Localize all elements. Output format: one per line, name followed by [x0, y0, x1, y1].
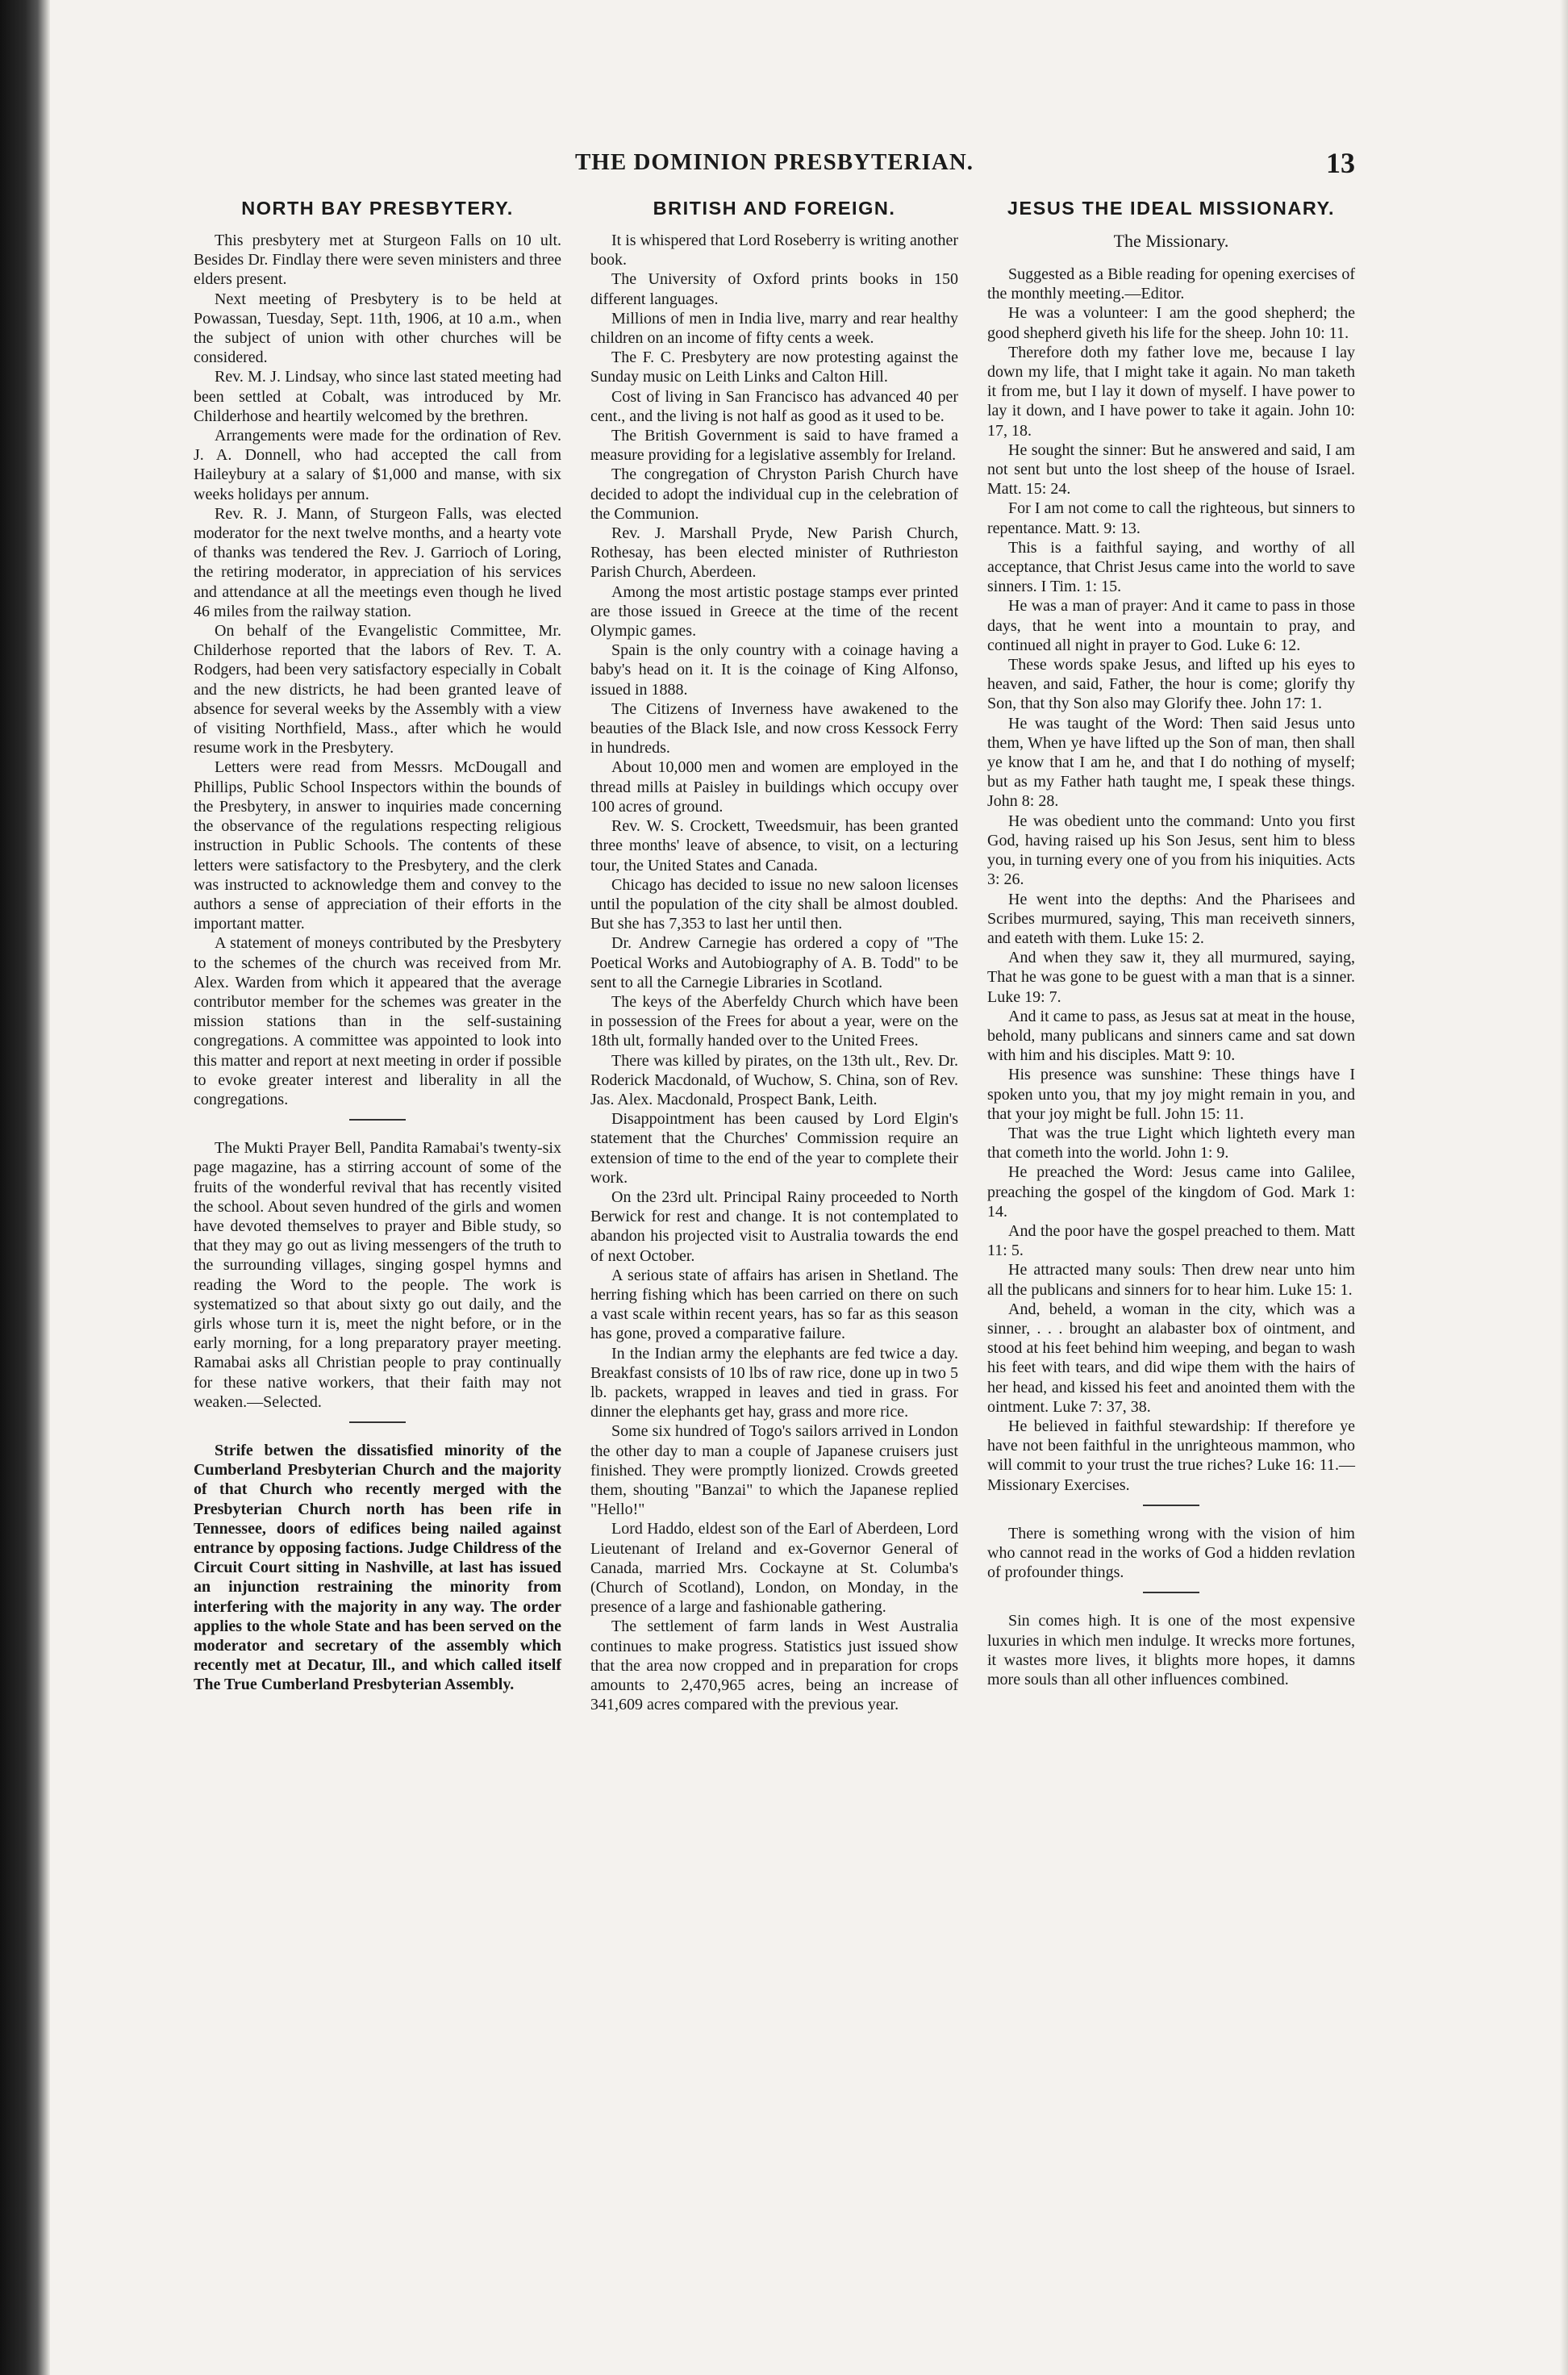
news-item: The Citizens of Inverness have awakened to the beauties of the Black Isle, and now cross Kessock Ferry in hundreds. — [590, 699, 958, 758]
news-item: About 10,000 men and women are employed in the thread mills at Paisley in buildings which occupy over 100 acres of ground. — [590, 758, 958, 816]
news-item: Among the most artistic postage stamps ever printed are those issued in Greece at the time of the recent Olympic games. — [590, 582, 958, 641]
reading-para: He sought the sinner: But he answered and said, I am not sent but unto the lost sheep of the house of Israel. Matt. 15: 24. — [987, 440, 1355, 499]
column-north-bay — [194, 194, 561, 1714]
reading-para: He was a volunteer: I am the good shepherd; the good shepherd giveth his life for the sheep. John 10: 11. — [987, 304, 1355, 342]
news-item: It is whispered that Lord Roseberry is writing another book. — [590, 232, 958, 269]
page-title: THE DOMINION PRESBYTERIAN. — [574, 149, 974, 175]
news-item: In the Indian army the elephants are fed twice a day. Breakfast consists of 10 lbs of raw rice, done up in two 5 lb. packets, wrapped in leaves and tied in grass. For dinner the elephants get hay, grass and more rice. — [590, 1344, 959, 1421]
reading-para: And it came to pass, as Jesus sat at meat in the house, behold, many publicans and sinners came and sat down with him and his disciples. Matt 9: 10. — [987, 1007, 1355, 1065]
news-item: On the 23rd ult. Principal Rainy proceeded to North Berwick for rest and change. It is not contemplated to abandon his projected visit to Australia towards the end of next October. — [590, 1188, 958, 1265]
columns — [194, 194, 1355, 1714]
section-divider — [349, 1421, 406, 1423]
news-item: Rev. J. Marshall Pryde, New Parish Church, Rothesay, has been elected minister of Ruthrieston Parish Church, Aberdeen. — [590, 524, 958, 582]
cumberland-strife-article: Strife betwen the dissatisfied minority of the Cumberland Presbyterian Church and the majority of that Church who recently merged with the Presbyterian Church north has been rife in Tennessee, doors of edifices being nailed against entrance by opposing factions. Judge Childress of the Circuit Court sitting in Nashville, at last has issued an injunction restraining the minority from interfering with the majority in any way. The order applies to the whole State and has been served on the moderator and secretary of the assembly which recently met at Decatur, Ill., and which called itself The True Cumberland Presbyterian Assembly. — [194, 1441, 561, 1694]
reading-para: He believed in faithful stewardship: If therefore ye have not been faithful in the unrighteous mammon, who will commit to your trust the true riches? Luke 16: 11.—Missionary Exercises. — [987, 1417, 1355, 1494]
news-item: The settlement of farm lands in West Australia continues to make progress. Statistics just issued show that the area now cropped and in preparation for crops amounts to 2,470,965 acres, being an increase of 341,609 acres compared with the previous year. — [590, 1617, 958, 1714]
reading-para: And, beheld, a woman in the city, which was a sinner, . . . brought an alabaster box of ointment, and stood at his feet behind him weeping, and began to wash his feet with tears, and did wipe them with the hairs of her head, and kissed his feet and anointed them with the ointment. Luke 7: 37, 38. — [987, 1300, 1355, 1416]
north-bay-para: Arrangements were made for the ordination of Rev. J. A. Donnell, who had accepted the call from Haileybury at a salary of $1,000 and manse, with six weeks holidays per annum. — [194, 427, 561, 503]
reading-para: Suggested as a Bible reading for opening exercises of the monthly meeting.—Editor. — [987, 265, 1355, 303]
news-item: The F. C. Presbytery are now protesting against the Sunday music on Leith Links and Calton Hill. — [590, 349, 958, 386]
news-item: Spain is the only country with a coinage having a baby's head on it. It is the coinage of King Alfonso, issued in 1888. — [590, 641, 958, 699]
reading-para: And when they saw it, they all murmured, saying, That he was gone to be guest with a man that is a sinner. Luke 19: 7. — [987, 949, 1355, 1006]
news-item: The University of Oxford prints books in 150 different languages. — [590, 270, 958, 308]
reading-para: That was the true Light which lighteth every man that cometh into the world. John 1: 9. — [987, 1124, 1355, 1162]
scan-edge-left — [0, 0, 50, 2375]
reading-para: He attracted many souls: Then drew near unto him all the publicans and sinners for to hear him. Luke 15: 1. — [987, 1261, 1355, 1299]
reading-para: These words spake Jesus, and lifted up his eyes to heaven, and said, Father, the hour is come; glorify thy Son, that thy Son also may Glorify thee. John 17: 1. — [987, 656, 1355, 713]
section-divider — [349, 1119, 406, 1121]
north-bay-para: This presbytery met at Sturgeon Falls on 10 ult. Besides Dr. Findlay there were seven ministers and three elders present. — [194, 232, 561, 289]
reading-para: His presence was sunshine: These things have I spoken unto you, that my joy might remain in you, and that your joy might be full. John 15: 11. — [987, 1066, 1355, 1123]
north-bay-para: Rev. M. J. Lindsay, who since last stated meeting had been settled at Cobalt, was introduced by Mr. Childerhose and heartily welcomed by the brethren. — [194, 368, 561, 425]
reading-para: And the poor have the gospel preached to them. Matt 11: 5. — [987, 1221, 1355, 1260]
news-item: A serious state of affairs has arisen in Shetland. The herring fishing which has been carried on there on such a vast scale within recent years, has so far as this season has gone, proved a comparative failure. — [590, 1266, 958, 1343]
column-british-foreign — [590, 194, 958, 1714]
news-item: Some six hundred of Togo's sailors arrived in London the other day to man a couple of Japanese cruisers just finished. They were promptly lionized. Crowds greeted them, shouting "Banzai" to which the Japanese replied "Hello!" — [590, 1422, 958, 1519]
news-item: Dr. Andrew Carnegie has ordered a copy of "The Poetical Works and Autobiography of A. B. Todd" to be sent to all the Carnegie Libraries in Scotland. — [590, 934, 958, 991]
reading-para: He preached the Word: Jesus came into Galilee, preaching the gospel of the kingdom of God. Mark 1: 14. — [987, 1163, 1355, 1221]
something-wrong-item: There is something wrong with the vision of him who cannot read in the works of God a hidden revlation of profounder things. — [987, 1524, 1355, 1582]
north-bay-para: On behalf of the Evangelistic Committee, Mr. Childerhose reported that the labors of Rev. T. A. Rodgers, had been very satisfactory especially in Cobalt and the new districts, he had been granted leave of absence for several weeks by the Assembly with a view of visiting Northfield, Mass., after which he would resume work in the Presbytery. — [194, 622, 561, 758]
newspaper-page — [194, 149, 1355, 1714]
reading-para: He was a man of prayer: And it came to pass in those days, that he went into a mountain to pray, and continued all night in prayer to God. Luke 6: 12. — [987, 597, 1355, 654]
news-item: Chicago has decided to issue no new saloon licenses until the population of the city shall be almost doubled. But she has 7,353 to last her until then. — [590, 875, 958, 933]
reading-para: For I am not come to call the righteous, but sinners to repentance. Matt. 9: 13. — [987, 499, 1355, 537]
reading-para: Therefore doth my father love me, because I lay down my life, that I might take it again. No man taketh it from me, but I lay it down of myself. I have power to lay it down, and I have power to take it again. John 10: 17, 18. — [987, 343, 1355, 440]
news-item: Millions of men in India live, marry and rear healthy children on an income of fifty cents a week. — [590, 309, 958, 348]
scan-edge-right — [1560, 0, 1568, 2375]
news-item: Rev. W. S. Crockett, Tweedsmuir, has been granted three months' leave of absence, to visit, on a lecturing tour, the United States and Canada. — [590, 817, 958, 874]
news-item: The keys of the Aberfeldy Church which have been in possession of the Frees for about a year, were on the 18th ult, formally handed over to the United Frees. — [590, 992, 958, 1050]
mukti-prayer-bell-article: The Mukti Prayer Bell, Pandita Ramabai's twenty-six page magazine, has a stirring account of some of the fruits of the wonderful revival that has recently visited the school. About seven hundred of the girls and women have devoted themselves to prayer and Bible study, so that they may go out as living messengers of the truth to the surrounding villages, singing gospel hymns and reading the Word to the people. The work is systematized so that about sixty go out daily, and the girls whose turn it is, meet the night before, or in the early morning, for a long preparatory prayer meeting. Ramabai asks all Christian people to pray continually for these native workers, that their faith may not weaken.—Selected. — [194, 1139, 561, 1411]
missionary-reading — [987, 265, 1355, 1495]
section-divider — [1143, 1505, 1199, 1506]
sin-comes-high-item: Sin comes high. It is one of the most expensive luxuries in which men indulge. It wrecks more fortunes, it wastes more lives, it blights more hopes, it damns more souls than all other influences combined. — [987, 1612, 1355, 1689]
column-ideal-missionary — [987, 194, 1355, 1714]
north-bay-para: Rev. R. J. Mann, of Sturgeon Falls, was elected moderator for the next twelve months, and a hearty vote of thanks was tendered the Rev. J. Garrioch of Loring, the retiring moderator, in appreciation of his services and attendance at all the meetings even though he lived 46 miles from the railway station. — [194, 504, 561, 620]
reading-para: This is a faithful saying, and worthy of all acceptance, that Christ Jesus came into the world to save sinners. I Tim. 1: 15. — [987, 538, 1355, 596]
north-bay-para: A statement of moneys contributed by the Presbytery to the schemes of the church was received from Mr. Alex. Warden from which it appeared that the average contributor member for the schemes was greater in the mission stations than in the self-sustaining congregations. A committee was appointed to look into this matter and report at next meeting in order if possible to evoke greater interest and liberality in all the congregations. — [194, 934, 561, 1108]
heading-jesus-ideal-missionary: JESUS THE IDEAL MISSIONARY. — [1007, 198, 1336, 219]
news-item: Cost of living in San Francisco has advanced 40 per cent., and the living is not half as good as it used to be. — [590, 387, 958, 425]
reading-para: He was obedient unto the command: Unto you first God, having raised up his Son Jesus, sent him to bless you, in turning every one of you from his iniquities. Acts 3: 26. — [987, 812, 1355, 889]
heading-north-bay-presbytery: NORTH BAY PRESBYTERY. — [241, 198, 514, 219]
section-divider — [1143, 1592, 1199, 1593]
news-item: There was killed by pirates, on the 13th ult., Rev. Dr. Roderick Macdonald, of Wuchow, S. China, son of Rev. Jas. Alex. Macdonald, Prospect Bank, Leith. — [590, 1051, 958, 1108]
north-bay-para: Next meeting of Presbytery is to be held at Powassan, Tuesday, Sept. 11th, 1906, at 10 a.m., when the subject of union with other churches will be considered. — [194, 290, 561, 367]
reading-para: He was taught of the Word: Then said Jesus unto them, When ye have lifted up the Son of man, then shall ye know that I am he, and that I do nothing of myself; but as my Father hath taught me, I speak these things. John 8: 28. — [987, 714, 1355, 811]
page-number: 13 — [1326, 147, 1355, 179]
north-bay-article — [194, 231, 561, 1109]
running-head — [194, 149, 1355, 191]
news-item: Disappointment has been caused by Lord Elgin's statement that the Churches' Commission require an extension of time to the end of the year to complete their work. — [590, 1110, 958, 1187]
british-foreign-items — [590, 231, 958, 1714]
news-item: The British Government is said to have framed a measure providing for a legislative assembly for Ireland. — [590, 427, 958, 465]
north-bay-para: Letters were read from Messrs. McDougall and Phillips, Public School Inspectors within the bounds of the Presbytery, in answer to inquiries made concerning the observance of the regulations respecting religious instruction in Public Schools. The contents of these letters were satisfactory to the Presbytery, and the clerk was instructed to acknowledge them and convey to the authors a sense of appreciation of their efforts in the important matter. — [194, 758, 561, 933]
news-item: The congregation of Chryston Parish Church have decided to adopt the individual cup in the celebration of the Communion. — [590, 465, 958, 523]
subheading-the-missionary: The Missionary. — [1113, 231, 1229, 251]
heading-british-and-foreign: BRITISH AND FOREIGN. — [653, 198, 896, 219]
reading-para: He went into the depths: And the Pharisees and Scribes murmured, saying, This man receiveth sinners, and eateth with them. Luke 15: 2. — [987, 890, 1355, 947]
news-item: Lord Haddo, eldest son of the Earl of Aberdeen, Lord Lieutenant of Ireland and ex-Governor General of Canada, married Mrs. Cockayne at St. Columba's (Church of Scotland), London, on Monday, in the presence of a large and fashionable gathering. — [590, 1520, 958, 1617]
